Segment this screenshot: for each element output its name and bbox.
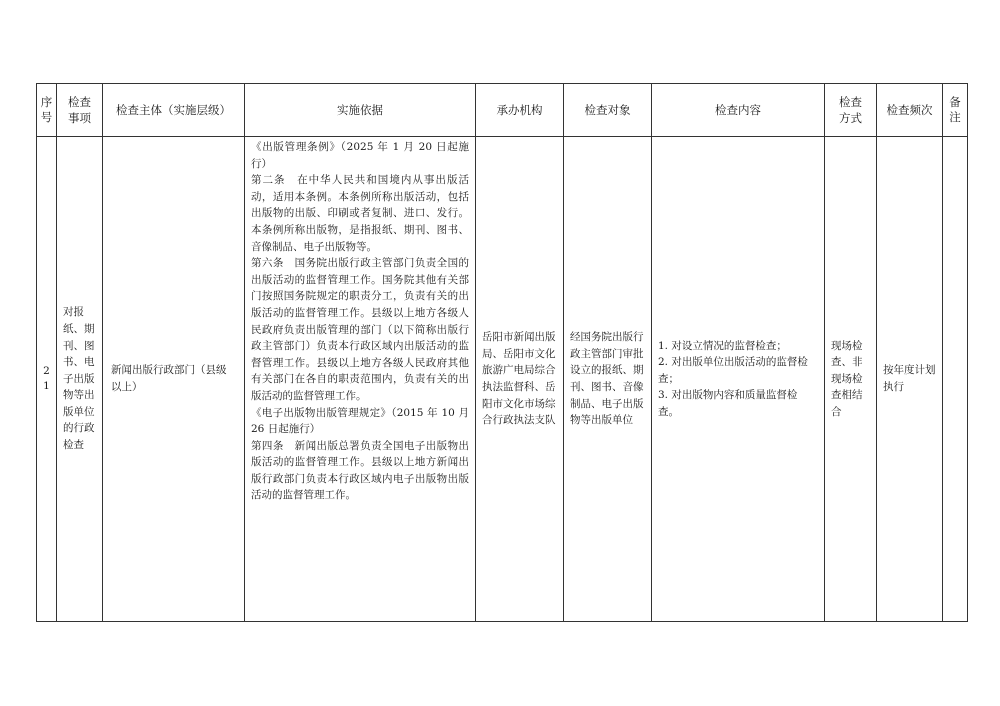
content-item: 2. 对出版单位出版活动的监督检查； [658,356,808,385]
inspection-table [36,83,968,622]
header-org: 承办机构 [476,84,564,137]
header-subject: 检查主体（实施层级） [103,84,245,137]
header-seq: 序号 [37,84,57,137]
table-row [37,137,968,622]
content-item: 3. 对出版物内容和质量监督检查。 [658,389,798,418]
cell-frequency: 按年度计划执行 [877,137,943,622]
basis-paragraph: 《电子出版物出版管理规定》（2015 年 10 月 26 日起施行） [251,406,469,436]
header-content: 检查内容 [652,84,825,137]
header-item: 检查事项 [57,84,103,137]
cell-note [943,137,968,622]
basis-paragraph: 第六条 国务院出版行政主管部门负责全国的出版活动的监督管理工作。国务院其他有关部门按照国务院规定的职责分工，负责有关的出版活动的监督管理工作。县级以上地方各级人民政府负责出版管理的部门（以下简称出版行政主管部门）负责本行政区域内出版活动的监督管理工作。县级以上地方各级人民政府其他有关部门在各自的职责范围内，负责有关的出版活动的监督管理工作。 [251,257,469,402]
cell-item: 对报纸、期刊、图书、电子出版物等出版单位的行政检查 [57,137,103,622]
header-target: 检查对象 [564,84,652,137]
cell-basis [245,137,476,622]
cell-subject: 新闻出版行政部门（县级以上） [103,137,245,622]
cell-content [652,137,825,622]
cell-org: 岳阳市新闻出版局、岳阳市文化旅游广电局综合执法监督科、岳阳市文化市场综合行政执法支队 [476,137,564,622]
cell-method: 现场检查、非现场检查相结合 [825,137,877,622]
header-basis: 实施依据 [245,84,476,137]
cell-seq: 21 [37,137,57,622]
basis-paragraph: 第四条 新闻出版总署负责全国电子出版物出版活动的监督管理工作。县级以上地方新闻出版行政部门负责本行政区域内电子出版物出版活动的监督管理工作。 [251,439,469,502]
cell-target: 经国务院出版行政主管部门审批设立的报纸、期刊、图书、音像制品、电子出版物等出版单位 [564,137,652,622]
header-note: 备注 [943,84,968,137]
header-frequency: 检查频次 [877,84,943,137]
basis-paragraph: 《出版管理条例》（2025 年 1 月 20 日起施行） [251,141,469,170]
header-method: 检查方式 [825,84,877,137]
basis-paragraph: 第二条 在中华人民共和国境内从事出版活动，适用本条例。本条例所称出版活动，包括出版物的出版、印刷或者复制、进口、发行。本条例所称出版物，是指报纸、期刊、图书、音像制品、电子出版物等。 [251,174,469,253]
content-item: 1. 对设立情况的监督检查； [658,339,787,352]
header-row [37,84,968,137]
